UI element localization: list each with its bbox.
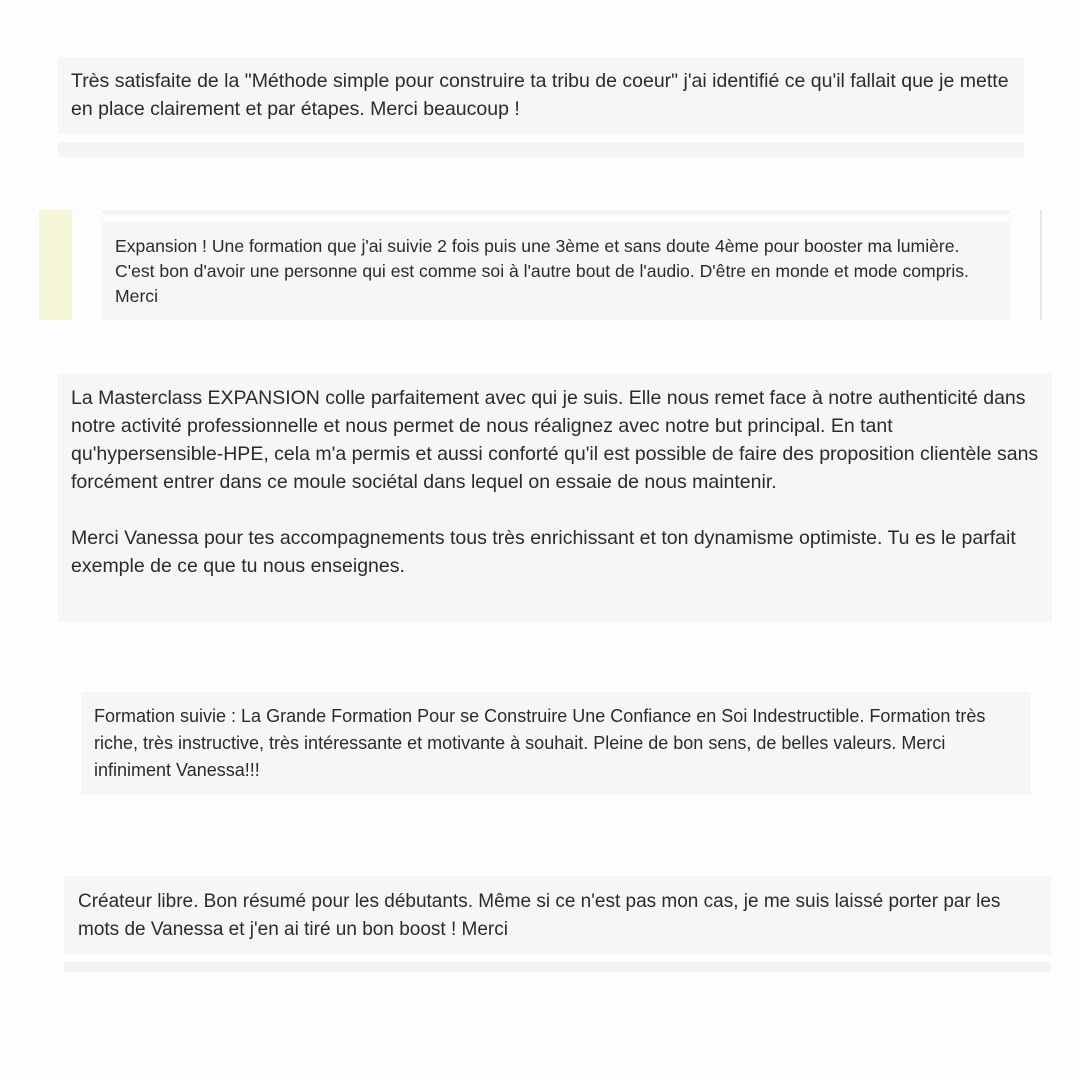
review-card-5	[64, 876, 1051, 954]
review-text: Très satisfaite de la "Méthode simple pour construire ta tribu de coeur" j'ai identifié ce qu'il fallait que je mette en place clairement et par étapes. Merci beaucoup !	[71, 70, 1009, 120]
review-card-3	[58, 374, 1052, 622]
review-card-4	[81, 692, 1031, 795]
review-accent-bar	[39, 210, 72, 320]
review-divider	[102, 210, 1010, 215]
review-text: La Masterclass EXPANSION colle parfaitement avec qui je suis. Elle nous remet face à notre authenticité dans notre activité professionnelle et nous permet de nous réalignez avec notre but principal. En tant qu'hypersensible-HPE, cela m'a permis et aussi conforté qu'il est possible de faire des proposition clientèle sans forcément entrer dans ce moule sociétal dans lequel on essaie de nous maintenir.	[71, 387, 1039, 493]
paragraph-spacer	[71, 496, 1039, 524]
review-text: Formation suivie : La Grande Formation Pour se Construire Une Confiance en Soi Indestructible. Formation très riche, très instructive, très intéressante et motivante à souhait. Pleine de bon sens, de belles valeurs. Merci infiniment Vanessa!!!	[94, 706, 986, 780]
review-divider	[58, 142, 1024, 157]
review-text: Créateur libre. Bon résumé pour les débutants. Même si ce n'est pas mon cas, je me suis laissé porter par les mots de Vanessa et j'en ai tiré un bon boost ! Merci	[78, 891, 1001, 940]
review-divider	[64, 962, 1051, 972]
review-divider	[1040, 210, 1042, 320]
review-text: Merci Vanessa pour tes accompagnements tous très enrichissant et ton dynamisme optimiste. Tu es le parfait exemple de ce que tu nous enseignes.	[71, 527, 1016, 577]
review-text: Expansion ! Une formation que j'ai suivie 2 fois puis une 3ème et sans doute 4ème pour booster ma lumière. C'est bon d'avoir une personne qui est comme soi à l'autre bout de l'audio. D'être en monde et mode compris. Merci	[115, 236, 969, 306]
review-card-2	[102, 222, 1010, 320]
review-card-1	[58, 57, 1024, 134]
